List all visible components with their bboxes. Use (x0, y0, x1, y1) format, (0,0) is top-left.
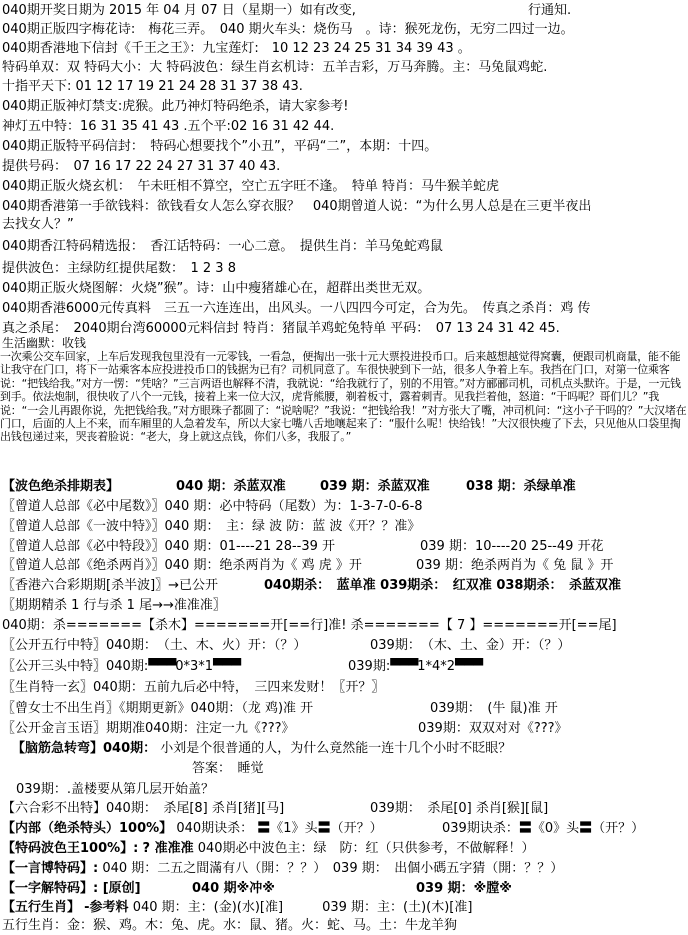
wave-king-line (2, 840, 686, 857)
inner-kill-040-label: 040期诀杀： (176, 821, 254, 836)
three-head-039-value: 1*4*2 (417, 659, 456, 674)
hk-first-hand-line: 040期香港第一手欲钱料：欲钱看女人怎么穿衣服？ 040期曾道人说：“为什么男人总是在三更半夜出 (2, 199, 592, 214)
fire-mystery-line: 040期正版火烧玄机： 午未旺相不算空，空亡五字旺不逢。 特单 特肖：马牛猴羊蛇虎 (2, 179, 499, 194)
riddle-line (2, 740, 686, 757)
madam-zodiac-line (2, 700, 686, 717)
lamp-forbidden-line: 040期正版神灯禁支:虎猴。此乃神灯特码绝杀，请大家参考! (2, 99, 349, 114)
must-segment-line (2, 538, 686, 555)
eq-icon: 〓 (579, 821, 593, 836)
five-element-legend-line: 五行生肖：金：猴、鸡。木：兔、虎。水：鼠、猪。火：蛇、马。土：牛龙羊狗 (2, 918, 458, 933)
riddle-answer-line (2, 760, 686, 777)
ten-fingers-line: 十指平天下: 01 12 17 19 21 24 28 31 37 38 43. (2, 79, 303, 94)
riddle-answer: 答案： 睡觉 (192, 761, 264, 776)
flat-code-envelope-line: 040期正版特平码信封： 特码心想要找个”小丑”，平码“二”，本期：十四。 (2, 139, 438, 154)
three-head-line (2, 658, 686, 675)
lamp-five-line: 神灯五中特：16 31 35 41 43 .五个平:02 16 31 42 44. (2, 119, 335, 134)
wave-kill-039: 039 期：杀蓝双准 (320, 479, 430, 494)
kill-two-zodiac-039: 039 期：绝杀两肖为《 兔 鼠 》开 (416, 558, 614, 573)
no-special-039: 039期： 杀尾[0] 杀肖[猴][鼠] (370, 801, 549, 816)
madam-zodiac-039: 039期： (牛 鼠)准 开 (430, 701, 558, 716)
half-wave-results: 040期杀： 蓝单准 039期杀： 红双准 038期杀： 杀蓝双准 (264, 578, 621, 593)
hk-envelope-line: 040期香港地下信封《千王之王》：九宝莲灯: 10 12 23 24 25 31 34 39 43 。 (2, 41, 471, 56)
bar-icon: ▀▀▀ (455, 659, 483, 674)
five-element-039: 039期： （木、土、金）开：（？） (370, 638, 571, 653)
bar-icon: ▀▀▀ (213, 659, 241, 674)
draw-date-notice: 行通知. (528, 3, 572, 18)
wave-kill-title: 【波色绝杀排期表】 (2, 479, 120, 494)
inner-kill-title: 【内部（绝杀特头）100%】 (2, 821, 173, 836)
golden-words-040: 〖公开金言玉语〗期期准040期：注定一九《???》 (2, 721, 295, 736)
hk-fax-line: 040期香港6000元传真料 三五一六连连出，出风头。一八四四今可定，合为先。 传真之杀肖：鸡 传 (2, 301, 591, 316)
fax-kill-tail-line: 真之杀尾： 2040期台湾60000元料信封 特肖：猪鼠羊鸡蛇兔特单 平码： 07 13 24 31 42 45. (2, 321, 560, 336)
three-head-039-label: 039期: (348, 659, 391, 674)
one-char-original: [原创] (102, 881, 141, 896)
eq-icon: 〓 (518, 821, 532, 836)
one-wave-line: 〖曾道人总部《一波中特》〗040 期： 主：绿 波 防：蓝 波《开？？准》 (2, 519, 421, 534)
inner-kill-039-value: 《0》头 (531, 821, 580, 836)
golden-words-line (2, 720, 686, 737)
must-segment-039: 039 期：10----20 25--49 开花 (420, 539, 604, 554)
wave-king-text: 040期必中波色主：绿 防：红（只供参考，不做解释！） (197, 841, 535, 856)
wave-kill-038: 038 期：杀绿单准 (466, 479, 576, 494)
humor-story (0, 350, 688, 490)
kill-row-tail-line: 040期：杀=======【杀木】=======开[==行]准! 杀=======【 7 】=======开[==尾] (2, 618, 617, 633)
draw-date-text: 040期开奖日期为 2015 年 04 月 07 日（星期一）如有改变, (2, 3, 356, 18)
riddle-039-line (2, 781, 686, 798)
three-head-040-label: 〖公开三头中特〗040期: (2, 659, 149, 674)
riddle-question: 小刘是个很普通的人，为什么竟然能一连十几个小时不眨眼？ (160, 741, 512, 756)
five-element-040: 〖公开五行中特〗040期： （土、木、火）开：（？） (2, 638, 307, 653)
one-word-title: 【一言博特码】: (2, 861, 99, 876)
kill-row-tail-title: 〖期期精杀 1 行与杀 1 尾→→准准准〗 (2, 598, 226, 613)
riddle-039: 039期：.盖楼要从第几层开始盖？ (16, 782, 214, 797)
inner-kill-039-label: 039期诀杀： (442, 821, 519, 836)
half-wave-line (2, 577, 686, 594)
eq-icon: 〓 (317, 821, 331, 836)
special-attributes-line: 特码单双：双 特码大小：大 特码波色：绿生肖玄机诗：五羊吉彩，万马奔腾。主：马兔鼠鸡蛇. (2, 60, 548, 75)
five-element-zodiac-values: 040 期：主：(金)(水)[准] 039 期：主：(土)(木)[准] (132, 900, 473, 915)
humor-story-text: 一次乘公交车回家，上车后发现我包里没有一元零钱，一看急，便掏出一张十元大票投进投币口。后来越想越觉得窝囊，便跟司机商量，能不能让我守在门口，将下一站乘客本应投进投币口的钱据为已有？司机同意了。车很快驶到下一站，很多人争着上车。我挡在门口，对第一位乘客说：“把钱给我。”对方一愣：“凭啥？”三言两语也解释不清，我就说：“给我就行了，别的不用管。”对方郦郦司机，司机点头默许。于是，一元钱到手。依法炮制，很快收了八个一元钱，接着上来一位大汉，虎背熊腰，剃着板寸，露着刺青。见我拦着他，怒道：“干吗呢？哥们儿？”我说：“一会儿再跟你说，先把钱给我。”对方眼珠子都圆了：“说啥呢？”我说：“把钱给我！”对方张大了嘴，冲司机问：“这小子干吗的？”大汉堵在门口，后面的人上不来，而车厢里的人急着发车，所以大家七嘴八舌地嚷起来了：“服什么呢！快给钱！”大汉很快瘦了下去，只见他从口袋里掏出钱包递过来，哭丧着脸说：“老大，身上就这点钱，你们八多，我服了。” (0, 350, 687, 444)
five-element-zodiac-title: 【五行生肖】 (2, 900, 81, 915)
five-element-line (2, 637, 686, 654)
one-char-039: 039 期：※膛※ (416, 881, 512, 896)
inner-kill-040-value: 《1》头 (270, 821, 318, 836)
wave-kill-schedule (2, 478, 686, 495)
bar-icon: ▀▀▀ (390, 659, 418, 674)
one-word-line (2, 860, 686, 877)
five-element-zodiac-ref: -参考料 (84, 900, 129, 915)
no-special-line (2, 800, 686, 817)
one-char-line (2, 880, 686, 897)
five-element-zodiac-line (2, 899, 686, 916)
one-word-text: 040 期：二五之間滿有八（開：？？） 039 期： 出個小碼五字猜（開：？？） (102, 861, 564, 876)
kill-two-zodiac-line (2, 557, 686, 574)
inner-kill-040-open: （开？） (330, 821, 383, 836)
plum-poem-line: 040期正版四字梅花诗: 梅花三弄。 040 期火车头：烧伤马 。诗：猴死龙伤，无穷二四过一边。 (2, 22, 574, 37)
wave-king-title: 【特码波色王100%】: (2, 841, 139, 856)
must-tail-line: 〖曾道人总部《必中尾数》〗040 期：必中特码（尾数）为：1-3-7-0-6-8 (2, 499, 423, 514)
madam-zodiac-040: 〖曾女士不出生肖〗《期期更新》040期：（龙 鸡)准 开 (2, 701, 314, 716)
fire-diagram-line: 040期正版火烧图解：火烧”猴”。诗：山中瘦猪雄心在，超群出类世无双。 (2, 281, 431, 296)
bar-icon: ▀▀▀ (148, 659, 176, 674)
zodiac-mystery-line: 〖生肖特一玄〗040期：五前九后必中特， 三四来发财！〖开？〗 (2, 680, 385, 695)
inner-kill-039-open: （开？） (592, 821, 645, 836)
wave-color-line: 提供波色：主绿防红提供尾数： 1 2 3 8 (2, 261, 236, 276)
one-char-title: 【一字解特码】: (2, 881, 99, 896)
hk-first-hand-line-cont: 去找女人？” (2, 217, 74, 232)
golden-words-039: 039期：双双对对《???》 (418, 721, 568, 736)
provided-numbers-line: 提供号码： 07 16 17 22 24 27 31 37 40 43. (2, 159, 281, 174)
wave-king-accuracy: ? 准准准 (142, 841, 194, 856)
hk-river-selection-line: 040期香江特码精选报： 香江话特码：一心二意。 提供生肖：羊马兔蛇鸡鼠 (2, 239, 443, 254)
one-char-040: 040 期※冲※ (192, 881, 275, 896)
humor-title: 生活幽默：收钱 (2, 336, 87, 350)
kill-two-zodiac-040: 〖曾道人总部《绝杀两肖》〗040 期：绝杀两肖为《 鸡 虎 》开 (2, 558, 362, 573)
three-head-040-value: 0*3*1 (175, 659, 214, 674)
must-segment-040: 〖曾道人总部《必中特段》〗040 期：01----21 28--39 开 (2, 539, 336, 554)
inner-kill-line (2, 820, 686, 837)
riddle-title: 【脑筋急转弯】040期： (12, 741, 157, 756)
no-special-040: 【六合彩不出特】040期： 杀尾[8] 杀肖[猪][马] (2, 801, 285, 816)
eq-icon: 〓 (257, 821, 271, 836)
wave-kill-040: 040 期：杀蓝双准 (176, 479, 286, 494)
half-wave-title: 〖香港六合彩期期[杀半波]〗→已公开 (2, 578, 219, 593)
draw-date-line (2, 2, 686, 19)
